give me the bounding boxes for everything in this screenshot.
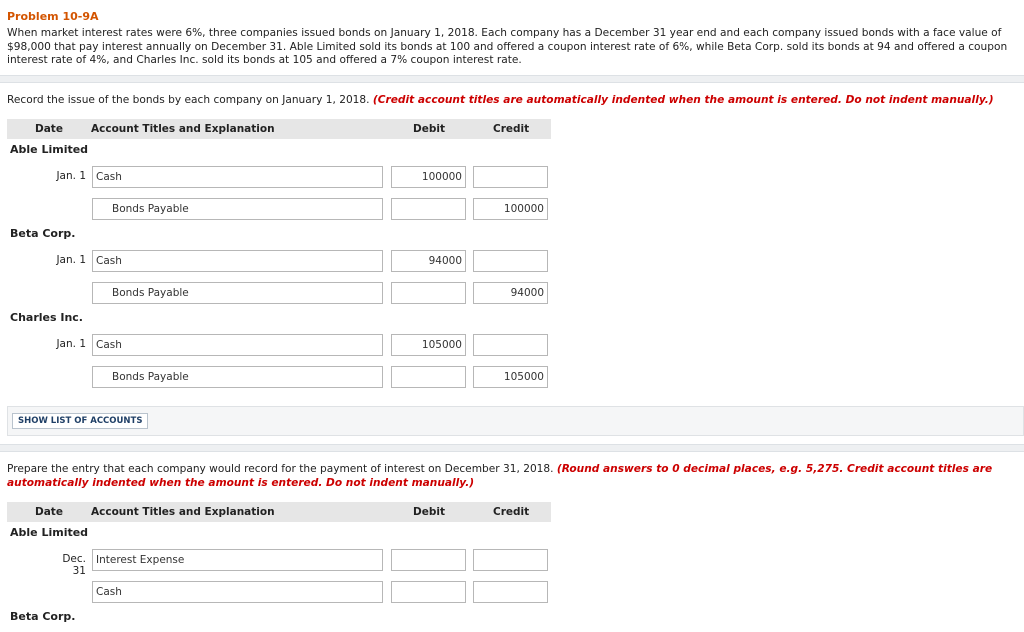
credit-field[interactable] — [473, 581, 548, 603]
debit-field[interactable]: 94000 — [391, 250, 466, 272]
account-field[interactable]: Cash — [92, 581, 383, 603]
part1-instruction — [7, 94, 1019, 108]
account-field[interactable]: Cash — [92, 166, 383, 188]
debit-field[interactable] — [391, 366, 466, 388]
journal-header — [7, 119, 551, 139]
entry-date: Jan. 1 — [56, 338, 86, 350]
button-bar — [7, 406, 1024, 436]
problem-description: When market interest rates were 6%, three companies issued bonds on January 1, 2018. Each company has a December 31 year end and each company issued bonds with a face value of $98,000 that pay interest annually on December 31. Able Limited sold its bonds at 100 and offered a coupon interest rate of 6%, while Beta Corp. sold its bonds at 94 and offered a coupon interest rate of 4%, and Charles Inc. sold its bonds at 105 and offered a 7% coupon interest rate. — [7, 27, 1008, 66]
header-date: Date — [35, 506, 63, 518]
header-credit: Credit — [493, 123, 530, 135]
header-account: Account Titles and Explanation — [91, 506, 275, 518]
credit-field[interactable] — [473, 166, 548, 188]
header-debit: Debit — [413, 123, 445, 135]
account-field[interactable]: Cash — [92, 334, 383, 356]
account-field[interactable]: Bonds Payable — [92, 366, 383, 388]
account-field[interactable]: Bonds Payable — [92, 282, 383, 304]
credit-field[interactable] — [473, 250, 548, 272]
journal-header — [7, 502, 551, 522]
part2-instruction-text: Prepare the entry that each company would record for the payment of interest on December 31, 2018. — [7, 463, 554, 475]
debit-field[interactable] — [391, 581, 466, 603]
debit-field[interactable]: 100000 — [391, 166, 466, 188]
credit-field[interactable] — [473, 334, 548, 356]
section-divider — [0, 75, 1024, 83]
credit-field[interactable]: 100000 — [473, 198, 548, 220]
debit-field[interactable] — [391, 549, 466, 571]
entry-date: Dec. 31 — [62, 553, 86, 577]
part1-instruction-text: Record the issue of the bonds by each company on January 1, 2018. — [7, 94, 370, 106]
credit-field[interactable] — [473, 549, 548, 571]
account-field[interactable]: Cash — [92, 250, 383, 272]
header-date: Date — [35, 123, 63, 135]
company-name: Beta Corp. — [10, 610, 76, 623]
header-credit: Credit — [493, 506, 530, 518]
header-account: Account Titles and Explanation — [91, 123, 275, 135]
company-name: Charles Inc. — [10, 311, 83, 324]
account-field[interactable]: Bonds Payable — [92, 198, 383, 220]
part2-instruction — [7, 463, 1019, 490]
debit-field[interactable]: 105000 — [391, 334, 466, 356]
credit-field[interactable]: 105000 — [473, 366, 548, 388]
account-field[interactable]: Interest Expense — [92, 549, 383, 571]
show-list-of-accounts-button[interactable]: SHOW LIST OF ACCOUNTS — [12, 413, 148, 429]
company-name: Beta Corp. — [10, 227, 76, 240]
debit-field[interactable] — [391, 198, 466, 220]
problem-title: Problem 10-9A — [7, 10, 99, 23]
credit-field[interactable]: 94000 — [473, 282, 548, 304]
section-divider — [0, 444, 1024, 452]
entry-date: Jan. 1 — [56, 170, 86, 182]
company-name: Able Limited — [10, 143, 89, 156]
part1-instruction-note: (Credit account titles are automatically indented when the amount is entered. Do not indent manually.) — [372, 94, 994, 106]
header-debit: Debit — [413, 506, 445, 518]
company-name: Able Limited — [10, 526, 89, 539]
debit-field[interactable] — [391, 282, 466, 304]
part2-instruction-note: (Round answers to 0 decimal places, e.g. 5,275. Credit account titles are automatically indented when the amount is entered. Do not indent manually.) — [7, 463, 993, 489]
entry-date: Jan. 1 — [56, 254, 86, 266]
